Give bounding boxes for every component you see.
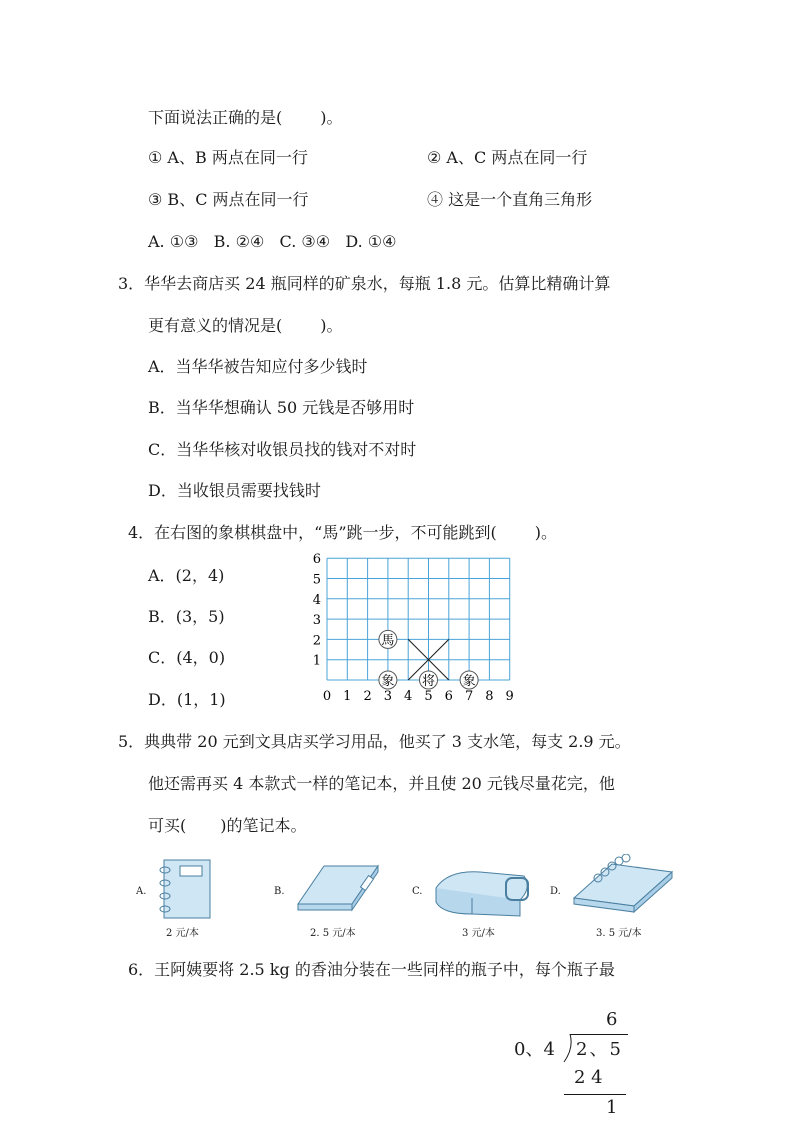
x-tick-label: 2 [363, 689, 372, 702]
q3-line2-text: 更有意义的情况是( [148, 316, 283, 335]
notebook-b-icon[interactable] [294, 860, 384, 920]
x-tick-label: 3 [383, 689, 393, 702]
notebook-c-icon[interactable] [428, 858, 534, 922]
notebook-d-letter: D. [550, 886, 561, 897]
y-tick-label: 5 [312, 572, 321, 588]
q3-option-b: B．当华华想确认 50 元钱是否够用时 [148, 398, 415, 417]
long-division [512, 1010, 652, 1120]
q2-option-2: ② A、C 两点在同一行 [427, 148, 588, 167]
chess-board [310, 552, 520, 702]
q4-option-b: B．(3，5) [148, 607, 225, 626]
division-remainder: 1 [606, 1097, 618, 1118]
division-bracket [562, 1034, 574, 1064]
q2-stem-end: )。 [320, 108, 343, 127]
q4-option-a: A．(2，4) [148, 566, 225, 585]
notebook-d-icon[interactable] [568, 854, 678, 920]
y-tick-label: 3 [312, 613, 321, 629]
q2-stem-text: 下面说法正确的是( [148, 108, 283, 127]
q2-option-1: ① A、B 两点在同一行 [148, 148, 308, 167]
notebook-c-price: 3 元/本 [462, 928, 495, 939]
notebook-b-price: 2. 5 元/本 [310, 928, 356, 939]
division-product: 2 4 [574, 1067, 603, 1088]
q3-option-a: A．当华华被告知应付多少钱时 [148, 357, 368, 376]
notebook-c-letter: C. [412, 886, 423, 897]
division-quotient: 6 [606, 1009, 618, 1030]
q5-line3 [148, 816, 307, 836]
q3-line2-end: )。 [320, 316, 343, 335]
x-tick-label: 7 [464, 689, 474, 702]
chess-piece-label: 将 [421, 674, 436, 689]
q5-line1: 5．典典带 20 元到文具店买学习用品，他买了 3 支水笔，每支 2.9 元。 [118, 732, 631, 751]
x-tick-label: 4 [404, 689, 413, 702]
division-divisor: 0、4 [514, 1039, 555, 1060]
q6-line1: 6．王阿姨要将 2.5 kg 的香油分装在一些同样的瓶子中，每个瓶子最 [128, 960, 615, 979]
y-tick-label: 2 [312, 633, 321, 649]
division-subtract-line [564, 1094, 626, 1095]
q4-stem [128, 523, 557, 543]
notebook-a-price: 2 元/本 [166, 928, 199, 939]
q4-option-c: C．(4，0) [148, 648, 226, 667]
notebook-d-price: 3. 5 元/本 [596, 928, 642, 939]
q3-line2 [148, 316, 343, 336]
x-tick-label: 9 [505, 689, 514, 702]
notebook-a-icon[interactable] [156, 856, 216, 922]
q4-option-d: D．(1，1) [148, 690, 226, 709]
chess-piece-label: 馬 [381, 633, 395, 649]
y-tick-label: 6 [312, 552, 321, 568]
x-tick-label: 5 [424, 689, 433, 702]
q3-option-c: C．当华华核对收银员找的钱对不对时 [148, 440, 417, 459]
division-dividend: 2、5 [576, 1039, 623, 1060]
chess-piece-label: 象 [381, 674, 395, 689]
y-tick-label: 1 [312, 653, 321, 669]
notebook-a-letter: A. [136, 886, 147, 897]
x-tick-label: 1 [343, 689, 352, 702]
chess-piece-label: 象 [462, 674, 476, 689]
y-tick-label: 4 [312, 592, 321, 608]
q2-stem [148, 108, 343, 128]
q2-choices: A. ①③ B. ②④ C. ③④ D. ①④ [148, 232, 397, 251]
q3-line1: 3．华华去商店买 24 瓶同样的矿泉水，每瓶 1.8 元。估算比精确计算 [118, 274, 611, 293]
q5-line3-text: 可买( [148, 816, 187, 835]
q5-line3-end: )的笔记本。 [220, 816, 307, 835]
q4-stem-text: 4．在右图的象棋棋盘中，“馬”跳一步，不可能跳到( [128, 523, 497, 542]
q2-option-4: ④ 这是一个直角三角形 [427, 190, 593, 209]
notebook-b-letter: B. [274, 886, 285, 897]
x-tick-label: 8 [485, 689, 494, 702]
division-bar [570, 1034, 628, 1035]
q5-line2: 他还需再买 4 本款式一样的笔记本，并且使 20 元钱尽量花完，他 [148, 774, 615, 793]
q2-option-3: ③ B、C 两点在同一行 [148, 190, 309, 209]
x-tick-label: 0 [322, 689, 332, 702]
x-tick-label: 6 [444, 689, 453, 702]
q3-option-d: D．当收银员需要找钱时 [148, 481, 321, 500]
q4-stem-end: )。 [534, 523, 558, 542]
